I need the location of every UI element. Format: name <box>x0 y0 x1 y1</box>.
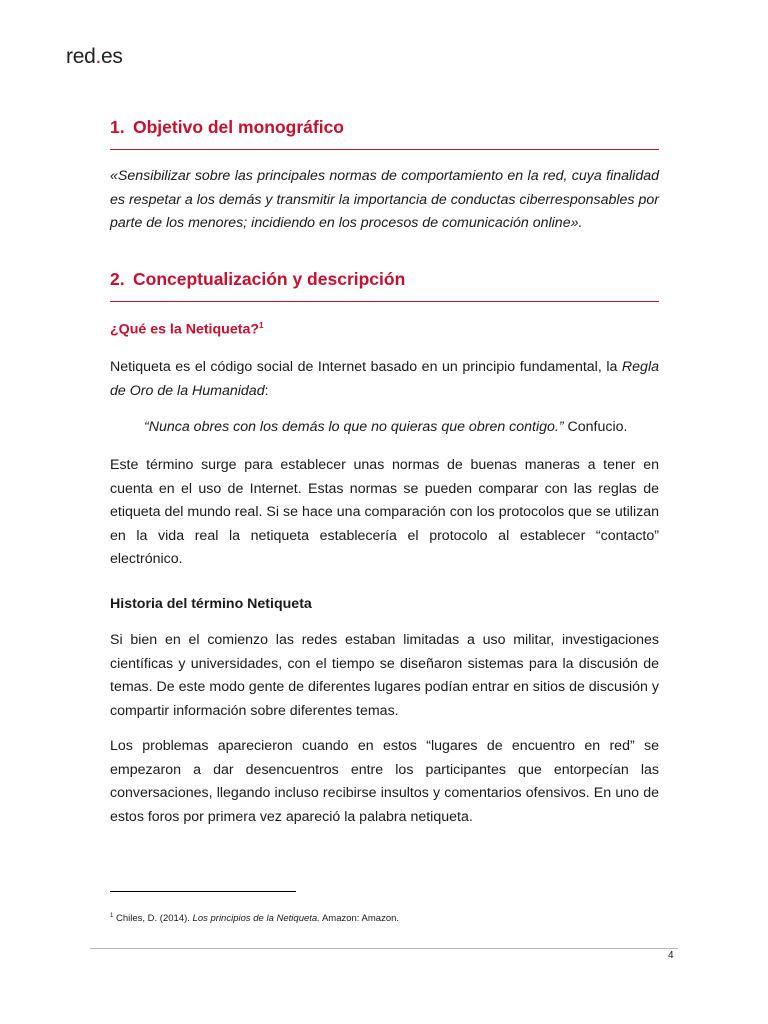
red-es-logo: red.es <box>66 45 123 68</box>
subheading-historia: Historia del término Netiqueta <box>110 596 312 612</box>
paragraph-historia: Si bien en el comienzo las redes estaban limitadas a uso militar, investigaciones científicas y universidades, con el tiempo se diseñaron sistemas para la discusión de temas. De este modo gente de diferentes lugares podían entrar en sitios de discusión y compartir información sobre diferentes temas. <box>110 632 659 719</box>
footnote-separator <box>110 891 296 892</box>
footnote: $^1$ Chiles, D. (2014). Los principios de la Netiqueta. Amazon: Amazon. <box>110 913 400 925</box>
paragraph-problemas: Los problemas aparecieron cuando en estos “lugares de encuentro en red” se empezaron a dar desencuentros entre los participantes que entorpecían las conversaciones, llegando incluso recibirse insultos y comentarios ofensivos. En uno de estos foros por primera vez apareció la palabra netiqueta. <box>110 738 659 825</box>
confucio-quote: “Nunca obres con los demás lo que no quieras que obren contigo.” Confucio. <box>144 419 628 435</box>
section-heading-conceptualizacion: 2. Conceptualización y descripción <box>110 269 659 302</box>
subheading-que-es-netiqueta: ¿Qué es la Netiqueta?$^1$ <box>110 321 264 338</box>
page-number: 4 <box>668 950 674 961</box>
paragraph-termino: Este término surge para establecer unas normas de buenas maneras a tener en cuenta en el uso de Internet. Estas normas se pueden comparar con las reglas de etiqueta del mundo real. Si se hace una comparación con los protocolos que se utilizan en la vida real la netiqueta establecería el protocolo al establecer “contacto” electrónico. <box>110 457 659 567</box>
paragraph-definition: Netiqueta es el código social de Internet basado en un principio fundamental, la Regla de Oro de la Humanidad: <box>110 359 659 399</box>
section-heading-objetivo: 1. Objetivo del monográfico <box>110 117 659 150</box>
objective-quote: «Sensibilizar sobre las principales normas de comportamiento en la red, cuya finalidad es respetar a los demás y transmitir la importancia de conductas ciberresponsables por parte de los menores; incidiendo en los procesos de comunicación online». <box>110 168 659 231</box>
footer-rule <box>90 948 678 949</box>
